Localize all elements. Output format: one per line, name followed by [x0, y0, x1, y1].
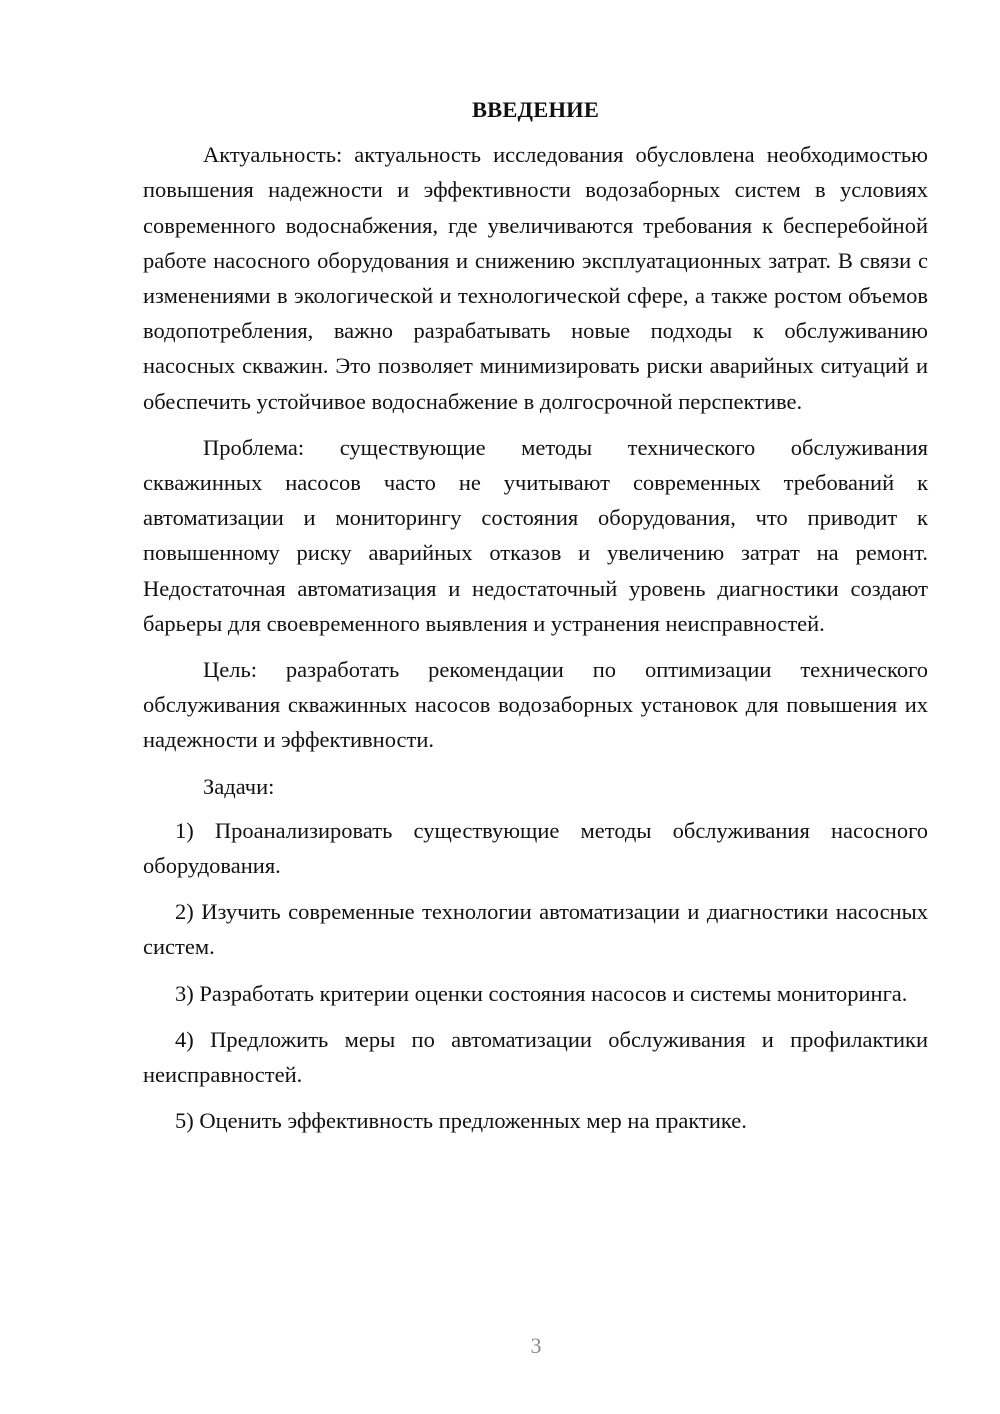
paragraph-problem: Проблема: существующие методы технического обслуживания скважинных насосов часто не учитывают современных требований к автоматизации и мониторингу состояния оборудования, что приводит к повышенному риску аварийных отказов и увеличению затрат на ремонт. Недостаточная автоматизация и недостаточный уровень диагностики создают барьеры для своевременного выявления и устранения неисправностей.	[143, 434, 928, 636]
paragraph-goal: Цель: разработать рекомендации по оптимизации технического обслуживания скважинных насосов водозаборных установок для повышения их надежности и эффективности.	[143, 657, 928, 753]
task-item-4: 4) Предложить меры по автоматизации обслуживания и профилактики неисправностей.	[143, 1026, 928, 1088]
page-number: 3	[530, 1333, 542, 1358]
task-item-1: 1) Проанализировать существующие методы обслуживания насосного оборудования.	[143, 817, 928, 879]
task-item-3: 3) Разработать критерии оценки состояния насосов и системы мониторинга.	[175, 980, 908, 1006]
task-item-2: 2) Изучить современные технологии автоматизации и диагностики насосных систем.	[143, 899, 928, 960]
section-title: ВВЕДЕНИЕ	[471, 97, 600, 122]
page-content	[143, 92, 928, 1149]
paragraph-relevance: Актуальность: актуальность исследования обусловлена необходимостью повышения надежности и эффективности водозаборных систем в условиях современного водоснабжения, где увеличиваются требования к бесперебойной работе насосного оборудования и снижению эксплуатационных затрат. В связи с изменениями в экологической и технологической сфере, а также ростом объемов водопотребления, важно разрабатывать новые подходы к обслуживанию насосных скважин. Это позволяет минимизировать риски аварийных ситуаций и обеспечить устойчивое водоснабжение в долгосрочной перспективе.	[143, 142, 928, 414]
tasks-label: Задачи:	[203, 773, 275, 799]
task-item-5: 5) Оценить эффективность предложенных мер на практике.	[175, 1108, 747, 1134]
